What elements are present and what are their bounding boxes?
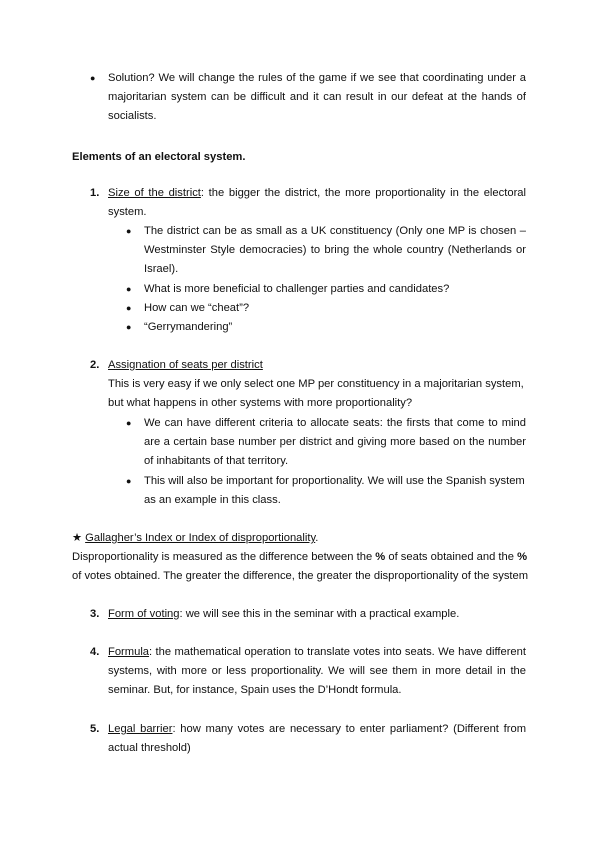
list-item-5 bbox=[90, 720, 527, 758]
bullet-text: What is more beneficial to challenger parties and candidates? bbox=[144, 282, 450, 295]
bullet-icon: ● bbox=[90, 73, 96, 83]
percent-sign: % bbox=[375, 551, 386, 563]
bullet-icon: ● bbox=[126, 418, 132, 428]
intro-bullet bbox=[90, 69, 526, 127]
percent-sign: % bbox=[517, 551, 528, 563]
item-2-body: This is very easy if we only select one MP per constituency in a majoritarian system, but what happens in other systems with more proportionality? bbox=[108, 378, 524, 410]
bullet-icon: ● bbox=[126, 475, 132, 486]
intro-bullet-text: Solution? We will change the rules of the game if we see that coordinating under a majoritarian system can be difficult and it can result in our defeat at the hands of socialists. bbox=[108, 72, 526, 123]
list-item bbox=[126, 318, 526, 337]
item-3-title: Form of voting bbox=[108, 608, 180, 620]
list-item bbox=[126, 280, 526, 299]
list-item-3 bbox=[90, 605, 526, 624]
item-4-title: Formula bbox=[108, 646, 150, 658]
list-item bbox=[126, 299, 526, 318]
item-2-title: Assignation of seats per district bbox=[108, 359, 263, 371]
gallagher-heading bbox=[72, 529, 532, 548]
list-item bbox=[126, 414, 526, 472]
bullet-icon: ● bbox=[126, 302, 132, 313]
gallagher-text-1: Disproportionality is measured as the difference between the bbox=[72, 551, 376, 563]
bullet-text: The district can be as small as a UK constituency (Only one MP is chosen – Westminster Style democracies) to bring the whole country (Netherlands or Israel). bbox=[144, 225, 526, 276]
star-icon: ★ bbox=[72, 532, 83, 544]
item-5-text: : how many votes are necessary to enter parliament? (Different from actual threshold) bbox=[108, 723, 527, 755]
list-item-4 bbox=[90, 643, 526, 701]
bullet-text: “Gerrymandering” bbox=[144, 321, 233, 334]
item-1-text: : the bigger the district, the more proportionality in the electoral system. bbox=[108, 187, 527, 219]
item-5-number: 5. bbox=[90, 723, 100, 735]
list-item-2 bbox=[90, 356, 526, 375]
item-1-title: Size of the district bbox=[108, 187, 201, 199]
section-heading: Elements of an electoral system. bbox=[72, 151, 246, 163]
item-3-text: : we will see this in the seminar with a practical example. bbox=[179, 608, 460, 620]
bullet-icon: ● bbox=[126, 283, 132, 294]
bullet-text: This will also be important for proportionality. We will use the Spanish system as an example in this class. bbox=[144, 474, 525, 506]
gallagher-paragraph bbox=[72, 548, 532, 586]
gallagher-text-3: of votes obtained. The greater the difference, the greater the disproportionality of the system bbox=[72, 570, 529, 583]
item-5-title: Legal barrier bbox=[108, 723, 173, 735]
gallagher-title-end: . bbox=[315, 532, 319, 544]
item-4-number: 4. bbox=[90, 646, 100, 658]
list-item bbox=[126, 472, 526, 510]
bullet-text: How can we “cheat”? bbox=[144, 301, 250, 314]
bullet-icon: ● bbox=[126, 322, 132, 333]
bullet-icon: ● bbox=[126, 226, 132, 236]
list-item bbox=[126, 222, 526, 280]
list-item-1 bbox=[90, 184, 527, 222]
item-1-bullets bbox=[126, 222, 526, 337]
bullet-text: We can have different criteria to allocate seats: the firsts that come to mind are a certain base number per district and giving more based on the number of inhabitants of that territory. bbox=[144, 417, 526, 468]
item-2-number: 2. bbox=[90, 359, 100, 371]
item-3-number: 3. bbox=[90, 608, 100, 620]
item-4-text: : the mathematical operation to translate votes into seats. We have different systems, with more or less proportionality. We will see them in more detail in the seminar. But, for instance, Spain uses the D’Hondt formula. bbox=[108, 646, 526, 697]
gallagher-text-2: of seats obtained and the bbox=[385, 551, 518, 563]
item-2-bullets bbox=[126, 414, 526, 510]
gallagher-title: Gallagher’s Index or Index of disproportionality bbox=[85, 532, 316, 544]
item-1-number: 1. bbox=[90, 187, 100, 199]
